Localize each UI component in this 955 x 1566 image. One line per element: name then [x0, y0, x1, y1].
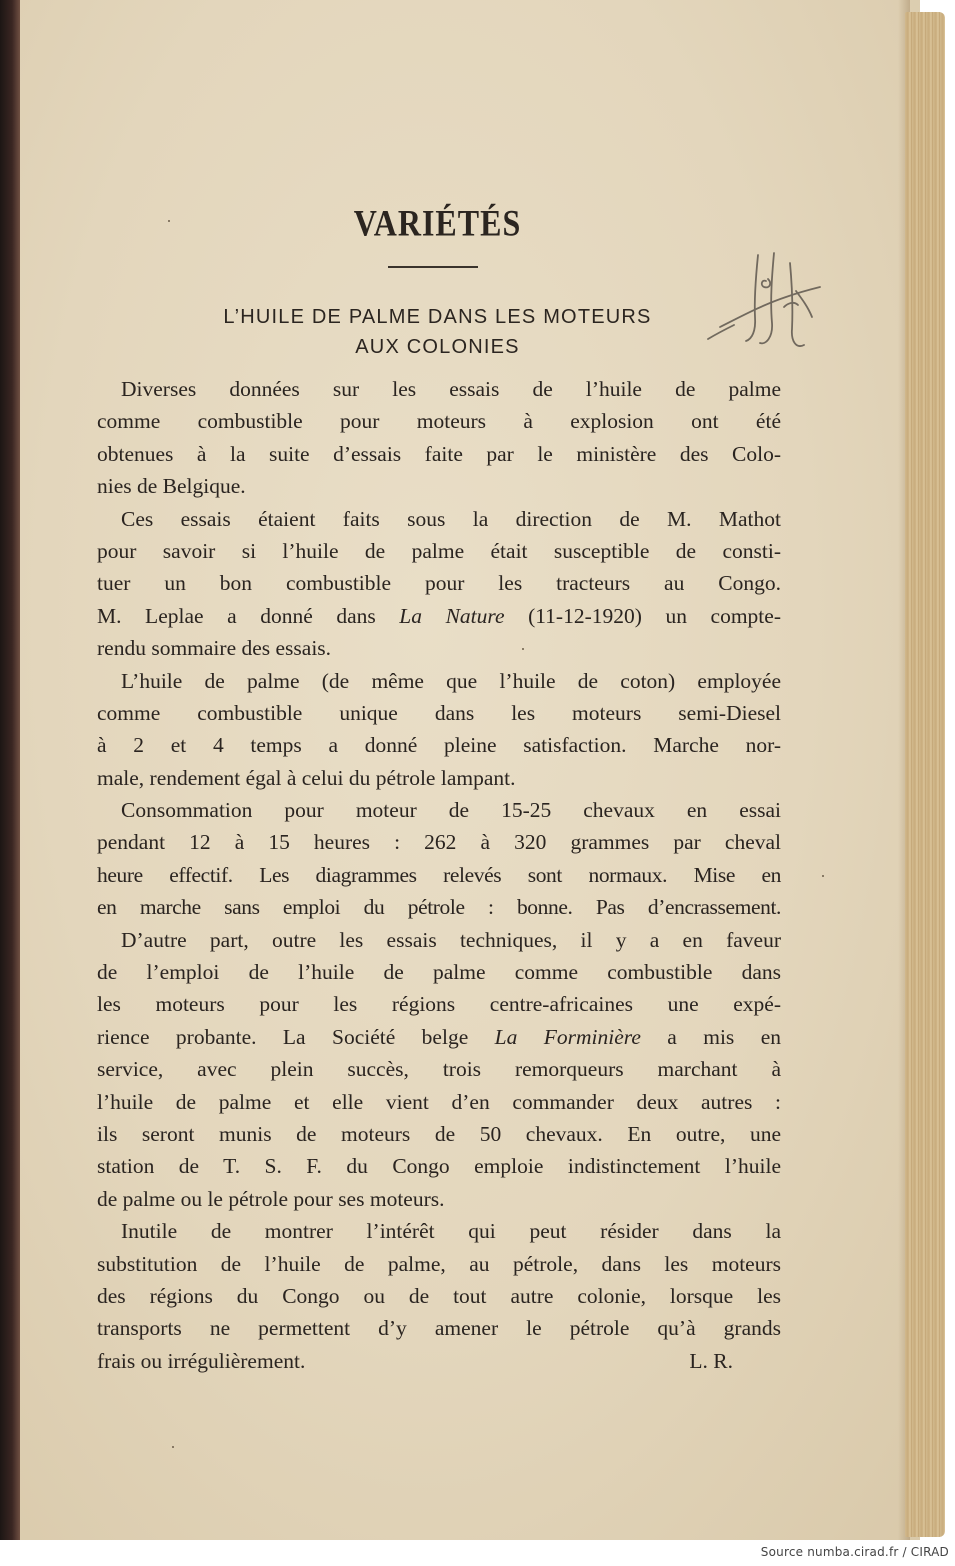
text-line: en marche sans emploi du pétrole : bonne. Pas d’encrassement. — [97, 895, 781, 920]
text-line: l’huile de palme et elle vient d’en commander deux autres : — [97, 1089, 781, 1114]
text-line: comme combustible unique dans les moteurs semi-Diesel — [97, 700, 781, 725]
text-line: Inutile de montrer l’intérêt qui peut résider dans la — [121, 1219, 781, 1244]
text-line: rendu sommaire des essais. — [97, 636, 332, 661]
text-run: M. Leplae a donné dans — [97, 603, 400, 628]
paper-speck — [822, 875, 824, 877]
closing-line — [97, 1345, 781, 1377]
text-line: à 2 et 4 temps a donné pleine satisfaction. Marche nor- — [97, 733, 781, 758]
text-line: Consommation pour moteur de 15-25 chevaux en essai — [121, 798, 781, 823]
text-line: des régions du Congo ou de tout autre colonie, lorsque les — [97, 1283, 781, 1308]
text-line: de palme ou le pétrole pour ses moteurs. — [97, 1186, 445, 1211]
article-headline — [100, 302, 775, 362]
text-line-with-italic — [97, 600, 781, 632]
text-line: male, rendement égal à celui du pétrole lampant. — [97, 765, 516, 790]
text-line: Diverses données sur les essais de l’huile de palme — [121, 377, 781, 401]
text-line: obtenues à la suite d’essais faite par le ministère des Colo- — [97, 441, 781, 466]
paper-speck — [168, 220, 170, 222]
paragraph-6 — [97, 1215, 781, 1377]
paragraph-1 — [97, 373, 781, 503]
paragraph-3 — [97, 665, 781, 795]
text-run: a mis en — [640, 1024, 781, 1049]
paper-speck — [172, 1446, 174, 1448]
text-line: nies de Belgique. — [97, 474, 246, 499]
author-signature: L. R. — [689, 1348, 733, 1373]
source-credit: Source numba.cirad.fr / CIRAD — [760, 1545, 949, 1559]
paragraph-5 — [97, 924, 781, 1216]
text-line: Ces essais étaient faits sous la direction de M. Mathot — [121, 506, 781, 531]
title-divider — [388, 266, 478, 268]
headline-line-2: AUX COLONIES — [355, 336, 520, 358]
paper-speck — [522, 648, 524, 650]
handwritten-pencil-mark — [700, 245, 825, 360]
text-line: station de T. S. F. du Congo emploie indistinctement l’huile — [97, 1154, 781, 1179]
stacked-page-edges — [905, 12, 945, 1537]
section-title: VARIÉTÉS — [353, 202, 522, 244]
text-line: frais ou irrégulièrement. — [97, 1348, 306, 1373]
text-line: tuer un bon combustible pour les tracteurs au Congo. — [97, 571, 781, 596]
text-line: L’huile de palme (de même que l’huile de coton) employée — [121, 668, 781, 693]
text-run: rience probante. La Société belge — [97, 1024, 495, 1049]
journal-title: La Nature — [399, 603, 505, 628]
text-line: ils seront munis de moteurs de 50 chevaux. En outre, une — [97, 1121, 781, 1146]
text-line: D’autre part, outre les essais techniques, il y a en faveur — [121, 927, 781, 952]
paragraph-2 — [97, 503, 781, 665]
text-line: comme combustible pour moteurs à explosion ont été — [97, 409, 781, 434]
text-line: substitution de l’huile de palme, au pétrole, dans les moteurs — [97, 1251, 781, 1276]
text-line: service, avec plein succès, trois remorqueurs marchant à — [97, 1057, 781, 1082]
company-name: La Forminière — [494, 1024, 641, 1049]
text-line: heure effectif. Les diagrammes relevés sont normaux. Mise en — [97, 862, 781, 887]
text-line: de l’emploi de l’huile de palme comme combustible dans — [97, 960, 781, 985]
text-line: pour savoir si l’huile de palme était susceptible de consti- — [97, 538, 781, 563]
text-line: pendant 12 à 15 heures : 262 à 320 grammes par cheval — [97, 830, 781, 855]
text-line: transports ne permettent d’y amener le pétrole qu’à grands — [97, 1316, 781, 1341]
headline-line-1: L’HUILE DE PALME DANS LES MOTEURS — [223, 306, 652, 328]
text-line: les moteurs pour les régions centre-africaines une expé- — [97, 992, 781, 1017]
text-run: (11-12-1920) un compte- — [504, 603, 781, 628]
article-body — [97, 373, 781, 1377]
paragraph-4 — [97, 794, 781, 924]
text-line-with-italic — [97, 1021, 781, 1053]
